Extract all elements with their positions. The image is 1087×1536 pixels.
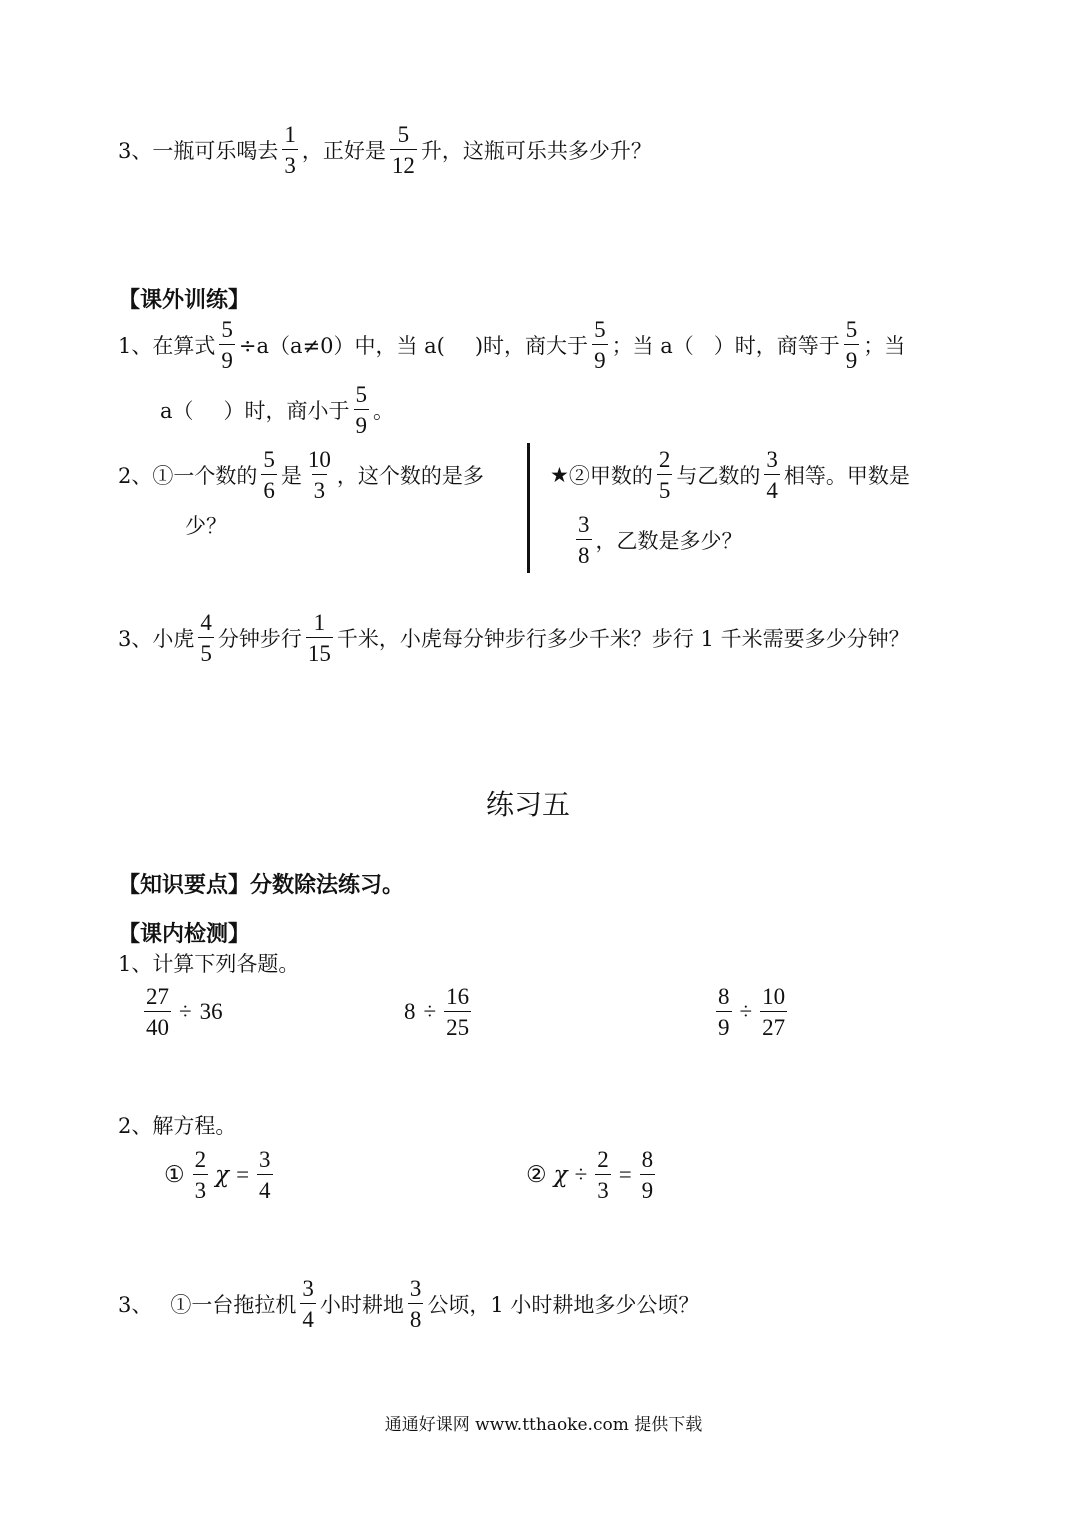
fraction: $\frac{1}{15}$ — [307, 610, 331, 666]
question-number: 1、 — [118, 334, 153, 358]
fraction: $\frac{10}{27}$ — [762, 984, 786, 1040]
kewai-question-3: 3、 小虎 $\frac{4}{5}$ 分钟步行 $\frac{1}{15}$ 千米，小虎每分钟步行多少千米？步行 1 千米需要多少分钟？ — [118, 610, 910, 666]
section-heading-kewai: 【课外训练】 — [118, 288, 251, 313]
calc-expression-3: $\frac{8}{9}$ ÷ $\frac{10}{27}$ — [718, 984, 786, 1040]
fraction: $\frac{27}{40}$ — [146, 984, 169, 1040]
kewai-question-1: 1、 在算式 $\frac{5}{9}$ ÷a（a≠0）中，当 a( )时，商大于 $\frac{5}{9}$ ；当 a（ ）时，商等于 $\frac{5}{9}$ ；当 — [118, 317, 906, 373]
section-heading-zhishi: 【知识要点】分数除法练习。 — [118, 873, 405, 898]
kewai-question-2-left: 2、 ①一个数的 $\frac{5}{6}$ 是 $\frac{10}{3}$ ，这个数的是多 — [118, 447, 484, 503]
fraction: $\frac{4}{5}$ — [200, 610, 212, 666]
fraction: $\frac{3}{4}$ — [259, 1147, 271, 1203]
question-number: 3、 — [118, 1293, 153, 1317]
calc-expression-2: 8 ÷ $\frac{16}{25}$ — [404, 984, 470, 1040]
fraction: $\frac{5}{6}$ — [263, 447, 275, 503]
fraction: $\frac{1}{3}$ — [284, 122, 296, 178]
kewai-question-2-right-cont: $\frac{3}{8}$ ，乙数是多少？ — [578, 512, 743, 568]
page-title: 练习五 — [486, 788, 571, 821]
fraction: $\frac{5}{9}$ — [845, 317, 858, 373]
fraction: $\frac{2}{5}$ — [658, 447, 671, 503]
calc-expression-1: $\frac{27}{40}$ ÷ 36 — [146, 984, 223, 1040]
column-divider — [527, 443, 530, 573]
fraction: $\frac{5}{12}$ — [391, 122, 415, 178]
kenei-question-3: 3、 ①一台拖拉机 $\frac{3}{4}$ 小时耕地 $\frac{3}{8}$ 公顷，1 小时耕地多少公顷？ — [118, 1276, 700, 1332]
fraction: $\frac{8}{9}$ — [641, 1147, 654, 1203]
question-number: 2、 — [118, 464, 153, 488]
fraction: $\frac{2}{3}$ — [597, 1147, 609, 1203]
question-number: 3、 — [118, 139, 153, 163]
fraction: $\frac{3}{8}$ — [409, 1276, 422, 1332]
kenei-question-1-label: 1、计算下列各题。 — [118, 952, 300, 976]
kewai-question-2-right: ★ ②甲数的 $\frac{2}{5}$ 与乙数的 $\frac{3}{4}$ 相等。甲数是 — [550, 447, 910, 503]
fraction: $\frac{3}{4}$ — [766, 447, 778, 503]
fraction: $\frac{5}{9}$ — [221, 317, 233, 373]
kewai-question-1-cont: a（ ）时，商小于 $\frac{5}{9}$ 。 — [160, 382, 395, 438]
page-footer: 通通好课网 www.tthaoke.com 提供下载 — [384, 1415, 703, 1435]
fraction: $\frac{8}{9}$ — [718, 984, 730, 1040]
equation-1: ① $\frac{2}{3}$ χ = $\frac{3}{4}$ — [164, 1147, 271, 1203]
question-top-3 — [118, 120, 652, 180]
fraction: $\frac{16}{25}$ — [446, 984, 470, 1040]
section-heading-kenei: 【课内检测】 — [118, 922, 251, 947]
fraction: $\frac{3}{4}$ — [302, 1276, 314, 1332]
kewai-question-2-left-cont: 少？ — [185, 514, 227, 538]
equation-2: ② χ ÷ $\frac{2}{3}$ = $\frac{8}{9}$ — [526, 1147, 654, 1203]
question-text: 升，这瓶可乐共多少升？ — [420, 139, 652, 163]
fraction: $\frac{10}{3}$ — [307, 447, 331, 503]
fraction: $\frac{5}{9}$ — [594, 317, 606, 373]
fraction: $\frac{3}{8}$ — [578, 512, 590, 568]
kenei-question-2-label: 2、解方程。 — [118, 1114, 237, 1138]
fraction: $\frac{2}{3}$ — [194, 1147, 207, 1203]
question-number: 3、 — [118, 627, 153, 651]
star-icon: ★ — [550, 463, 569, 487]
fraction: $\frac{5}{9}$ — [355, 382, 368, 438]
question-text: ，正好是 — [301, 139, 386, 163]
question-text: 一瓶可乐喝去 — [152, 139, 279, 163]
